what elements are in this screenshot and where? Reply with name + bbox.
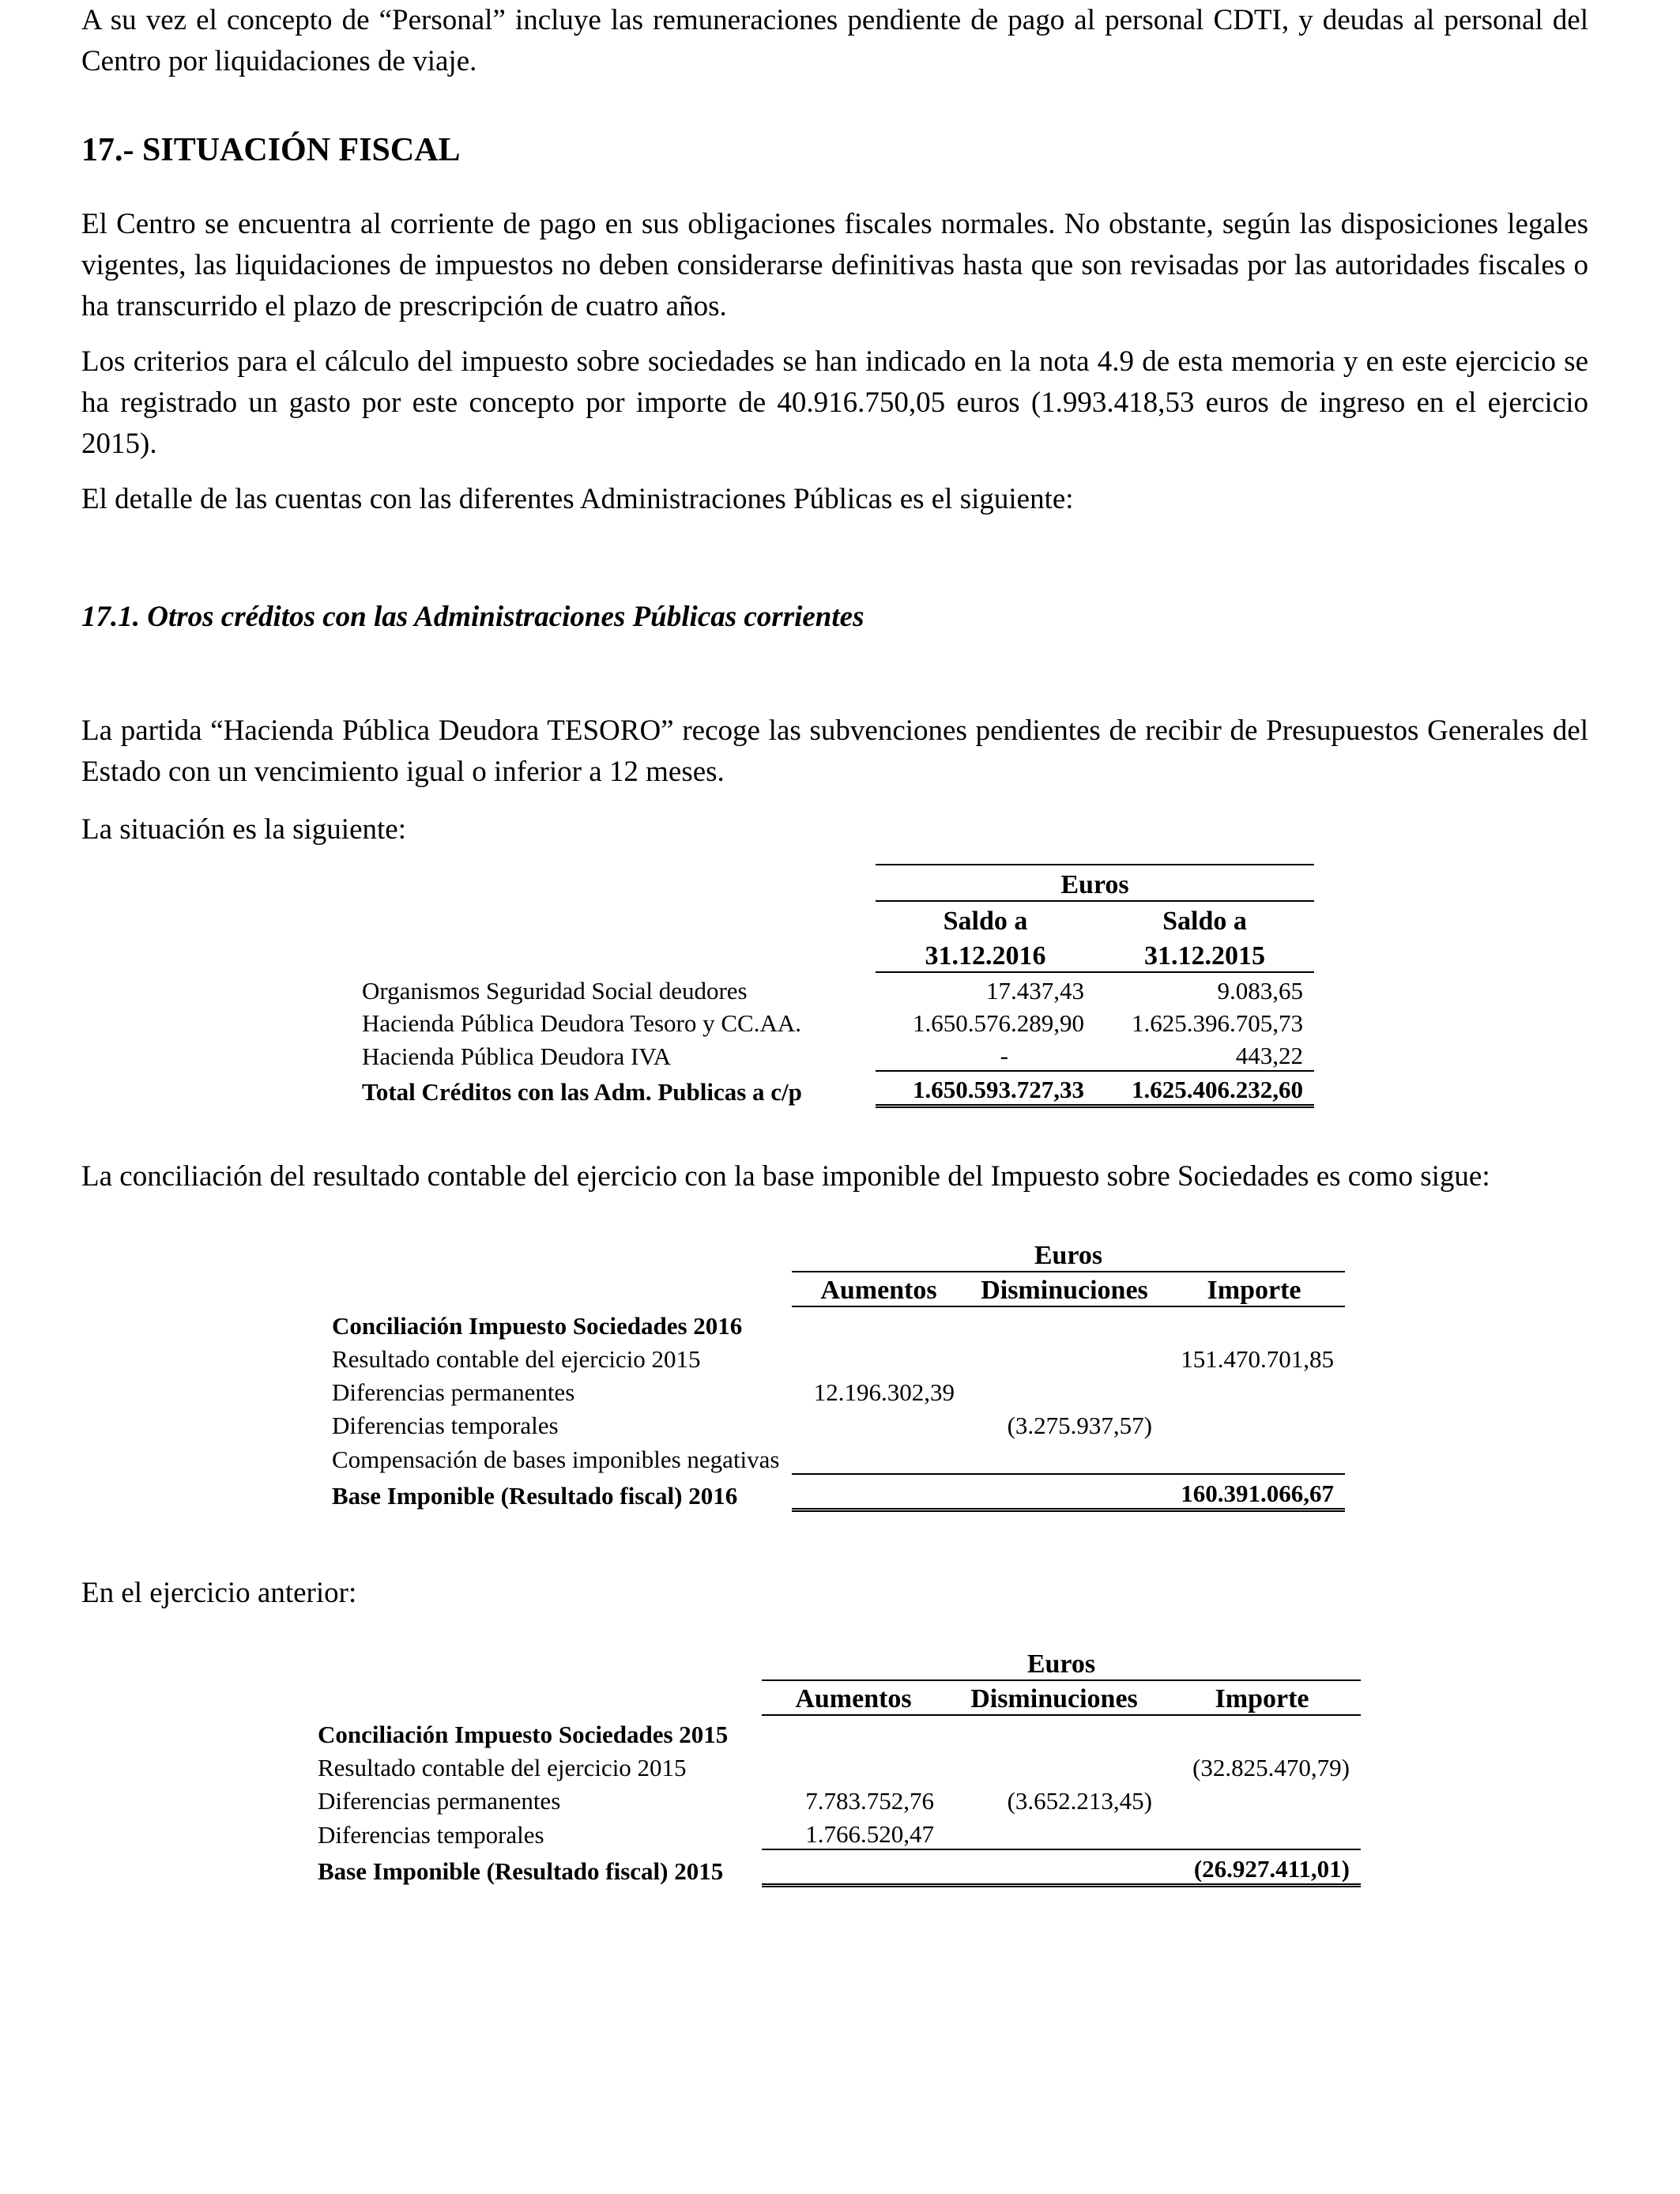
- aumentos-value: [762, 1749, 945, 1782]
- col-2016-header-line2: 31.12.2016: [876, 937, 1095, 972]
- col-2015-header-line1: Saldo a: [1162, 907, 1247, 936]
- section-17-title: 17.- SITUACIÓN FISCAL: [81, 132, 461, 168]
- table-row: [332, 1340, 1345, 1374]
- total-importe: 160.391.066,67: [1163, 1474, 1345, 1510]
- col-disminuciones: Disminuciones: [966, 1272, 1163, 1306]
- value-2015: 443,22: [1235, 1042, 1304, 1069]
- value-2016: -: [1000, 1042, 1008, 1069]
- table-header-row: [362, 865, 1314, 901]
- importe-value: 151.470.701,85: [1181, 1345, 1334, 1373]
- col-aumentos: Aumentos: [792, 1272, 966, 1306]
- table-row: [362, 1005, 1314, 1038]
- table-row: [362, 972, 1314, 1005]
- table-row: [332, 1440, 1345, 1474]
- aumentos-value: [792, 1340, 966, 1374]
- conciliation-2015-table: [318, 1646, 1361, 1887]
- section-17-1-title: 17.1. Otros créditos con las Administraciones Públicas corrientes: [81, 601, 864, 633]
- value-2015: 9.083,65: [1217, 977, 1304, 1005]
- table-section-row: [318, 1715, 1361, 1749]
- row-label: Diferencias permanentes: [318, 1787, 561, 1815]
- total-2015: 1.625.406.232,60: [1095, 1071, 1314, 1106]
- disminuciones-value: [966, 1440, 1163, 1474]
- aumentos-value: 1.766.520,47: [805, 1820, 934, 1848]
- disminuciones-value: [966, 1374, 1163, 1407]
- disminuciones-value: (3.275.937,57): [1007, 1412, 1152, 1439]
- value-2016: 17.437,43: [986, 977, 1084, 1005]
- row-label: Diferencias temporales: [332, 1412, 559, 1439]
- row-label: Hacienda Pública Deudora Tesoro y CC.AA.: [362, 1009, 801, 1037]
- section-17-paragraph-2: Los criterios para el cálculo del impuesto sobre sociedades se han indicado en la nota 4.9 de esta memoria y en este ejercicio se ha registrado un gasto por este concepto por importe de 40.916.750,05 euros (1.993.418,53 euros de ingreso en el ejercicio 2015).: [81, 345, 1588, 460]
- total-label: Total Créditos con las Adm. Publicas a c/p: [362, 1077, 802, 1106]
- table-row: [332, 1407, 1345, 1440]
- table-row: [318, 1782, 1361, 1815]
- aumentos-value: [792, 1407, 966, 1440]
- row-label: Diferencias permanentes: [332, 1378, 575, 1406]
- aumentos-value: 12.196.302,39: [813, 1378, 955, 1406]
- table-header-row: [362, 937, 1314, 972]
- total-importe: (26.927.411,01): [1163, 1849, 1361, 1886]
- importe-value: [1163, 1440, 1345, 1474]
- row-label: Resultado contable del ejercicio 2015: [318, 1754, 687, 1781]
- euros-header: Euros: [792, 1238, 1345, 1272]
- table-row: [362, 1038, 1314, 1071]
- table-header-row: [318, 1646, 1361, 1680]
- table-header-row: [332, 1238, 1345, 1272]
- table-total-row: [318, 1849, 1361, 1886]
- disminuciones-value: (3.652.213,45): [1007, 1787, 1152, 1815]
- table-row: [332, 1374, 1345, 1407]
- total-label: Base Imponible (Resultado fiscal) 2015: [318, 1857, 724, 1885]
- aumentos-value: 7.783.752,76: [805, 1787, 934, 1815]
- table-total-row: [332, 1474, 1345, 1510]
- section-17-1-paragraph-1: La partida “Hacienda Pública Deudora TESORO” recoge las subvenciones pendientes de recibir de Presupuestos Generales del Estado con un vencimiento igual o inferior a 12 meses.: [81, 714, 1588, 788]
- table-row: [318, 1749, 1361, 1782]
- conciliation-intro: La conciliación del resultado contable del ejercicio con la base imponible del Impuesto sobre Sociedades es como sigue:: [81, 1160, 1490, 1193]
- admin-credits-table: [362, 864, 1314, 1108]
- table-section-row: [332, 1306, 1345, 1340]
- col-importe: Importe: [1163, 1272, 1345, 1306]
- col-aumentos: Aumentos: [762, 1680, 945, 1715]
- euros-header: Euros: [876, 865, 1314, 901]
- total-label: Base Imponible (Resultado fiscal) 2016: [332, 1481, 738, 1510]
- conciliation-2016-table: [332, 1238, 1345, 1512]
- section-title: Conciliación Impuesto Sociedades 2015: [318, 1721, 729, 1748]
- disminuciones-value: [945, 1815, 1163, 1849]
- table-header-row: [318, 1680, 1361, 1715]
- total-2016: 1.650.593.727,33: [876, 1071, 1095, 1106]
- row-label: Hacienda Pública Deudora IVA: [362, 1042, 672, 1070]
- section-title: Conciliación Impuesto Sociedades 2016: [332, 1312, 743, 1340]
- row-label: Diferencias temporales: [318, 1821, 544, 1849]
- col-disminuciones: Disminuciones: [945, 1680, 1163, 1715]
- aumentos-value: [792, 1440, 966, 1474]
- importe-value: (32.825.470,79): [1192, 1754, 1350, 1781]
- section-17-paragraph-3: El detalle de las cuentas con las diferentes Administraciones Públicas es el siguiente:: [81, 483, 1074, 515]
- row-label: Resultado contable del ejercicio 2015: [332, 1345, 701, 1373]
- row-label: Organismos Seguridad Social deudores: [362, 977, 748, 1005]
- col-2016-header-line1: Saldo a: [943, 907, 1028, 936]
- table-header-row: [362, 901, 1314, 937]
- col-2015-header-line2: 31.12.2015: [1095, 937, 1314, 972]
- section-17-paragraph-1: El Centro se encuentra al corriente de pago en sus obligaciones fiscales normales. No obstante, según las disposiciones legales vigentes, las liquidaciones de impuestos no deben considerarse definitivas hasta que son revisadas por las autoridades fiscales o ha transcurrido el plazo de prescripción de cuatro años.: [81, 208, 1588, 322]
- disminuciones-value: [945, 1749, 1163, 1782]
- previous-year-intro: En el ejercicio anterior:: [81, 1577, 357, 1609]
- section-17-1-paragraph-2: La situación es la siguiente:: [81, 813, 406, 846]
- col-importe: Importe: [1163, 1680, 1361, 1715]
- disminuciones-value: [966, 1340, 1163, 1374]
- table-total-row: [362, 1071, 1314, 1106]
- table-row: [318, 1815, 1361, 1849]
- importe-value: [1163, 1374, 1345, 1407]
- importe-value: [1163, 1815, 1361, 1849]
- table-header-row: [332, 1272, 1345, 1306]
- intro-paragraph: A su vez el concepto de “Personal” incluye las remuneraciones pendiente de pago al personal CDTI, y deudas al personal del Centro por liquidaciones de viaje.: [81, 4, 1588, 77]
- value-2016: 1.650.576.289,90: [913, 1009, 1084, 1037]
- row-label: Compensación de bases imponibles negativas: [332, 1446, 780, 1473]
- importe-value: [1163, 1407, 1345, 1440]
- value-2015: 1.625.396.705,73: [1132, 1009, 1304, 1037]
- euros-header: Euros: [762, 1646, 1361, 1680]
- importe-value: [1163, 1782, 1361, 1815]
